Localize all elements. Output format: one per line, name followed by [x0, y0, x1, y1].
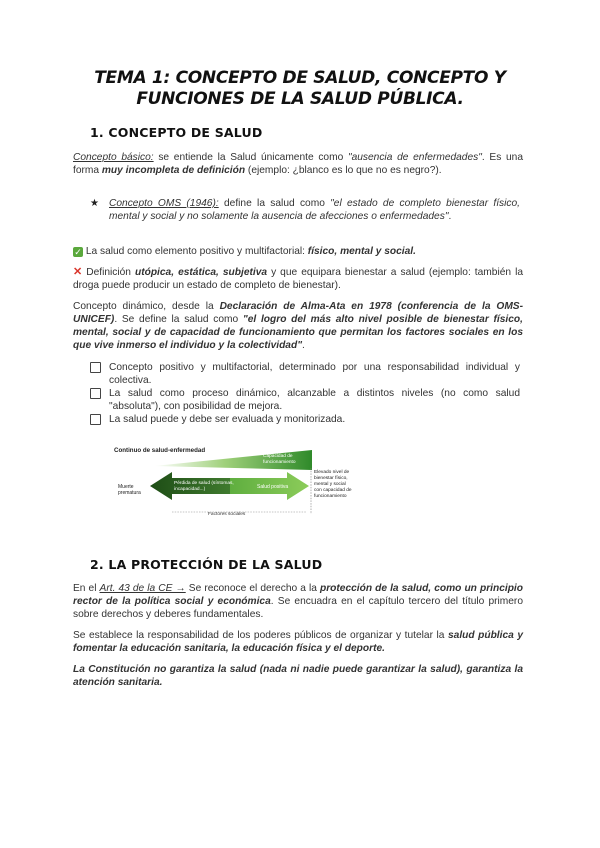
checklist-item-text: La salud como proceso dinámico, alcanzable a distintos niveles (no como salud "absoluta"), con posibilidad de mejora. [109, 388, 520, 412]
guarantee-paragraph [73, 663, 523, 689]
emphasis: utópica, estática, subjetiva [135, 267, 268, 278]
star-icon: ★ [90, 198, 99, 209]
emphasis: La Constitución no garantiza la salud (nada ni nadie puede garantizar la salud), garantiza la atención sanitaria. [73, 664, 523, 688]
text: . Es una forma [73, 152, 523, 176]
section-1-heading: 1. CONCEPTO DE SALUD [90, 125, 263, 140]
checklist-item-text: La salud puede y debe ser evaluada y monitorizada. [109, 414, 346, 425]
text: se entiende la Salud únicamente como [153, 152, 348, 163]
social-factors-label: Factores sociales [208, 512, 246, 517]
health-continuum-diagram [112, 440, 382, 518]
emphasis: protección de la salud, como un principio rector de la política social y económica [73, 583, 523, 607]
illness-label-1: Pérdida de salud (síntomas, [174, 481, 234, 486]
checkbox-icon[interactable] [90, 414, 101, 425]
title-line-2: FUNCIONES DE LA SALUD PÚBLICA. [136, 89, 464, 109]
check-mark-icon: ✓ [74, 247, 82, 257]
text: La salud como elemento positivo y multifactorial: [83, 246, 308, 257]
capacity-label-2: funcionamiento [263, 460, 296, 465]
public-powers-paragraph [73, 629, 523, 655]
text: . [448, 211, 452, 222]
quote: "el logro del más alto nivel posible de bienestar físico, mental, social y de capacidad de funcionamiento que permitan los factores sociales en los que vive inmerso el individuo y la colectividad" [73, 314, 523, 351]
text: (ejemplo: ¿blanco es lo que no es negro?). [245, 165, 442, 176]
checkbox-icon[interactable] [90, 388, 101, 399]
emphasis: físico, mental y social. [307, 246, 416, 257]
title-line-1: TEMA 1: CONCEPTO DE SALUD, CONCEPTO Y [94, 68, 506, 88]
declaration-reference: Declaración de Alma-Ata en 1978 (conferencia de la OMS-UNICEF) [73, 301, 523, 325]
cross-line [73, 266, 523, 292]
quote: "el estado de completo bienestar físico, mental y social y no solamente la ausencia de afecciones o enfermedades" [109, 198, 520, 222]
checklist-item[interactable] [90, 361, 520, 387]
checklist-item-text: Concepto positivo y multifactorial, determinado por una responsabilidad individual y colectiva. [109, 362, 520, 386]
constitution-article-paragraph [73, 582, 523, 621]
checklist-item[interactable] [90, 387, 520, 413]
death-label-2: prematura [118, 490, 141, 496]
high-level-label-5: funcionamiento [314, 494, 347, 499]
continuum-label: Continuo de salud-enfermedad [114, 447, 206, 454]
oms-bullet [90, 197, 520, 223]
checklist-item[interactable] [90, 413, 520, 426]
positive-health-label: Salud positiva [257, 484, 289, 490]
oms-label: Concepto OMS (1946): [109, 198, 219, 209]
capacity-label-1: Capacidad de [263, 454, 293, 459]
text: . [302, 340, 305, 351]
text: . Se define la salud como [114, 314, 243, 325]
section-2-heading: 2. LA PROTECCIÓN DE LA SALUD [90, 557, 323, 572]
high-level-label-2: bienestar físico, [314, 476, 348, 481]
checkbox-icon[interactable] [90, 362, 101, 373]
cross-mark-icon: ✕ [73, 266, 83, 278]
high-level-label-4: con capacidad de [314, 488, 352, 493]
oms-bullet-text [109, 197, 520, 223]
illness-arrow [150, 472, 230, 500]
emphasis: muy incompleta de definición [101, 165, 246, 176]
text: En el [73, 583, 100, 594]
text: define la salud como [218, 198, 331, 209]
quote: "ausencia de enfermedades" [347, 152, 482, 163]
text: . Se encuadra en el capítulo tercero del título primero sobre derechos y deberes fundamentales. [73, 596, 523, 620]
text: Concepto dinámico, desde la [73, 301, 220, 312]
dynamic-concept-paragraph [73, 300, 523, 352]
basic-concept-paragraph [73, 151, 523, 177]
high-level-label-1: Elevado nivel de [314, 470, 350, 475]
check-line [73, 245, 523, 258]
emphasis: salud pública y fomentar la educación sanitaria, la educación física y el deporte. [73, 630, 523, 654]
death-label-1: Muerte [118, 484, 134, 490]
article-43-link[interactable]: Art. 43 de la CE → [99, 583, 186, 594]
illness-label-2: incapacidad...) [174, 487, 206, 492]
basic-concept-label: Concepto básico: [73, 152, 154, 163]
page-title [60, 68, 540, 110]
high-level-label-3: mental y social [314, 482, 346, 487]
text: Definición [82, 267, 135, 278]
text: Se establece la responsabilidad de los poderes públicos de organizar y tutelar la [73, 630, 448, 641]
text: Se reconoce el derecho a la [185, 583, 320, 594]
text: y que equipara bienestar a salud (ejemplo: también la droga puede producir un estado de completo de bienestar). [73, 267, 523, 291]
